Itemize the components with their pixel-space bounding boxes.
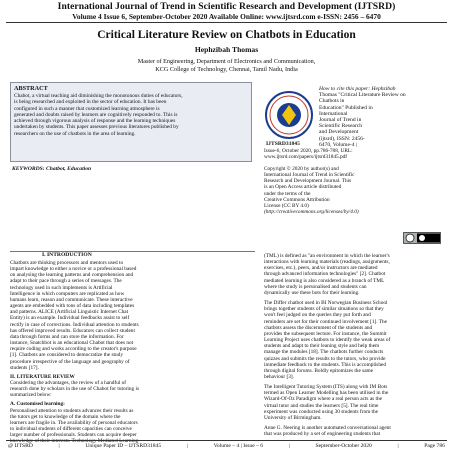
body-line: to individual students of different capacities can conceive xyxy=(10,426,132,433)
paper-author: Hephzibah Thomas xyxy=(194,45,259,54)
body-line: Learning Project uses chatbots to identify the weak areas of xyxy=(264,337,391,344)
body-line: summarized below: xyxy=(10,392,52,399)
literature-review-heading: II. LITERATURE REVIEW xyxy=(10,373,75,380)
body-line: adapt to their pace through a series of messages. The xyxy=(10,278,122,285)
abstract-line: is being researched and exploited in the sector of education. It has been xyxy=(14,99,167,106)
body-line: Wizard-Of-Oz Paradigm where a real person acts as the xyxy=(264,396,383,403)
body-line: experiment was conducted using 30 students from the xyxy=(264,408,379,415)
body-line: dynamically use these bots for their learning. xyxy=(264,289,360,296)
keywords-text: KEYWORDS: Chatbot, Education xyxy=(12,166,92,172)
citation-block xyxy=(319,86,447,148)
footer-separator: | xyxy=(288,443,290,449)
journal-title: International Journal of Trend in Scientific Research and Development (IJTSRD) xyxy=(57,1,396,12)
body-line: [1]. Chatbots are considered to democratize the study xyxy=(10,352,123,359)
license-url[interactable]: (http://creativecommons.org/licenses/by/4.0) xyxy=(264,209,359,216)
footer-volume: Volume – 4 | Issue – 6 xyxy=(213,443,264,449)
footer-separator: | xyxy=(186,443,188,449)
body-line: The Differ chatbot used in BI Norwegian Business School xyxy=(264,300,388,307)
body-line: students [17]. xyxy=(10,364,39,371)
body-line: through digital forums. Boldly epitomizes the same xyxy=(264,367,374,374)
keywords xyxy=(12,166,91,172)
body-line: agents are embedded with tons of data including templates xyxy=(10,303,135,310)
copyright-line: License (CC BY 4.0) xyxy=(264,202,309,209)
body-line: Chatbots are thinking processors and mentors used to xyxy=(10,260,124,266)
body-line: chatbots assess the discernment of the students and xyxy=(264,324,373,331)
abstract-text xyxy=(14,93,248,137)
body-line: procedure irrespective of the language and geography of xyxy=(10,358,130,365)
body-line: technology used in such implements is Artificial xyxy=(10,284,113,291)
citation-line: 6470, Volume-4 | xyxy=(319,141,358,148)
journal-logo xyxy=(264,90,314,140)
body-line: through advanced information technologies" [2]. Chatbot xyxy=(264,271,386,278)
abstract-line: achieved through vigorous analysis of response and the learning techniques xyxy=(14,118,176,125)
citation-line: Scientific Research xyxy=(319,123,362,130)
copyright-line: is an Open Access article distributed xyxy=(264,184,342,191)
body-line: larger number of professionals. Students can acquire deeper xyxy=(10,432,137,439)
citation-line: Journal of Trend in xyxy=(319,117,362,124)
body-line: (TML) is defined as "an environment in which the learner's xyxy=(264,253,390,259)
body-line: knowledge of their interests. Technology Mediated Learning xyxy=(10,438,139,445)
body-line: University of Birmingham. xyxy=(264,414,322,421)
right-column-text xyxy=(264,253,447,437)
body-line: has offered improved results. Educators can collect student xyxy=(10,327,135,334)
abstract-line: configured in such a manner that customized learning atmosphere is xyxy=(14,105,160,112)
body-line: Considering the advantages, the review of a handful of xyxy=(10,379,127,386)
body-line: students and adapt to their leaning style and help them xyxy=(264,343,380,350)
introduction-text xyxy=(10,260,255,445)
citation-line: Thomas "Critical Literature Review on xyxy=(319,92,406,99)
body-line: data through forms and can store the information. For xyxy=(10,333,124,340)
abstract-box xyxy=(10,82,252,162)
footer-journal: @ IJTSRD xyxy=(8,443,33,449)
copyright-block xyxy=(264,166,447,215)
copyright-line: Research and Development Journal. This xyxy=(264,178,352,185)
citation-line: (ijtsrd), ISSN: 2456- xyxy=(319,135,365,142)
body-line: rectify in case of corrections. Individual attention to students xyxy=(10,321,139,328)
copyright-line: Copyright © 2020 by author(s) and xyxy=(264,166,339,172)
copyright-line: International Journal of Trend in Scientific xyxy=(264,172,355,179)
body-line: that was produced by a set of engineering students that xyxy=(264,431,381,438)
abstract-heading: ABSTRACT xyxy=(14,85,48,92)
body-line: behaviour [3]. xyxy=(264,373,295,380)
body-line: manage the modules [18]. The chatbots further conducts xyxy=(264,349,384,356)
body-line: reminders are set for their continued involvement [1]. The xyxy=(264,318,388,325)
citation-line: Issue-6, October 2020, pp.786-788, URL: xyxy=(264,148,353,154)
footer-page-number: Page 786 xyxy=(424,443,445,449)
citation-url-block xyxy=(264,148,447,160)
citation-line: International xyxy=(319,110,348,117)
body-line: research done by scholars in the use of Chabot for tutoring is xyxy=(10,386,140,393)
paper-title: Critical Literature Review on Chatbots in Education xyxy=(97,29,356,41)
body-line: quizzes and submits the results to the tutors, who provide xyxy=(264,355,386,362)
body-line: Anne G. Neering is another automated conversational agent xyxy=(264,425,391,432)
introduction-heading: I. INTRODUCTION xyxy=(42,252,92,258)
copyright-line: Creative Commons Attribution xyxy=(264,196,330,203)
page-footer xyxy=(8,443,445,449)
body-line: learners are fragile in. The availability of personal educators xyxy=(10,419,138,426)
body-line: humans learn, reason and communicate. These interactive xyxy=(10,296,133,303)
footer-divider xyxy=(6,440,447,441)
body-line: Entity) is an example. Individual feedbacks assist to self xyxy=(10,315,130,322)
citation-url[interactable]: www.ijtsrd.com/papers/ijtsrd31845.pdf xyxy=(264,154,348,161)
body-line: termed as Open Learner Modelling has been utilised in the xyxy=(264,390,389,397)
body-line: The Intelligent Tutoring System (ITS) along with IM Bots xyxy=(264,384,388,391)
footer-paper-id: Unique Paper ID – IJTSRD31845 xyxy=(85,443,162,449)
header-divider xyxy=(6,22,447,23)
citation-line: How to cite this paper: Hephzibah xyxy=(319,86,396,92)
paper-id: IJTSRD31845 xyxy=(266,141,300,147)
body-line: won't feel judged on the queries they put forth and xyxy=(264,312,371,319)
citation-line: Education" Published in xyxy=(319,104,373,111)
copyright-line: under the terms of the xyxy=(264,190,311,197)
customised-learning-heading: A. Customised learning: xyxy=(10,401,65,408)
body-line: on analysing the learning patterns and comprehension and xyxy=(10,272,134,279)
body-line: require coding and works according to the creator's purpose xyxy=(10,346,137,353)
body-line: instance, Snatchbot is an educational Chabot that does not xyxy=(10,340,134,347)
body-line: the tutors get to knowledge of the domain where the xyxy=(10,413,121,420)
body-line: interactions with learning materials (readings, assignments, xyxy=(264,259,390,266)
body-line: brings together students of similar situations so that they xyxy=(264,306,384,313)
abstract-line: undertaken by students. This paper assesses previous literatures published by xyxy=(14,124,179,131)
body-line: mediated learning is also considered as a branch of TML xyxy=(264,277,385,284)
cc-by-license-icon xyxy=(403,232,441,244)
abstract-line: researchers on the use of chatbots in the area of learning. xyxy=(14,130,136,137)
abstract-line: Chabot, a virtual teaching aid diminishing the monotonous duties of educators, xyxy=(14,93,183,99)
body-line: where the study is personalised and students can xyxy=(264,283,367,290)
body-line: virtual tutor and studies the learners [5]. The real time xyxy=(264,402,379,409)
body-line: provides the subsequent lecture. For instance, the Summit xyxy=(264,330,387,337)
body-line: impart knowledge to either a novice or a professional based xyxy=(10,266,137,273)
journal-subtitle: Volume 4 Issue 6, September-October 2020 Available Online: www.ijtsrd.com e-ISSN: 2456 – 6470 xyxy=(72,12,381,21)
footer-date: September-October 2020 xyxy=(315,443,372,449)
affiliation-line-1: Master of Engineering, Department of Electronics and Communication, xyxy=(137,58,316,65)
footer-separator: | xyxy=(58,443,60,449)
body-line: exercises, etc.), peers, and/or instructors are mediated xyxy=(264,265,378,272)
affiliation-line-2: KCG College of Technology, Chennai, Tamil Nadu, India xyxy=(155,66,298,73)
abstract-line: generated and doubts raised by learners are cognitively responded to. This is xyxy=(14,111,178,118)
ijtsrd-logo-icon xyxy=(264,90,314,140)
citation-line: Chatbots in xyxy=(319,98,345,105)
citation-line: and Development xyxy=(319,129,359,136)
body-line: immediate feedback to the students. This is accomplished xyxy=(264,361,386,368)
body-line: and patterns. ALICE (Artificial Linguistic Internet Chat xyxy=(10,309,129,316)
body-line: Intelligence in which computers are replicated as how xyxy=(10,290,125,297)
body-line: Personalised attention to students advances their results as xyxy=(10,407,134,414)
footer-separator: | xyxy=(397,443,399,449)
